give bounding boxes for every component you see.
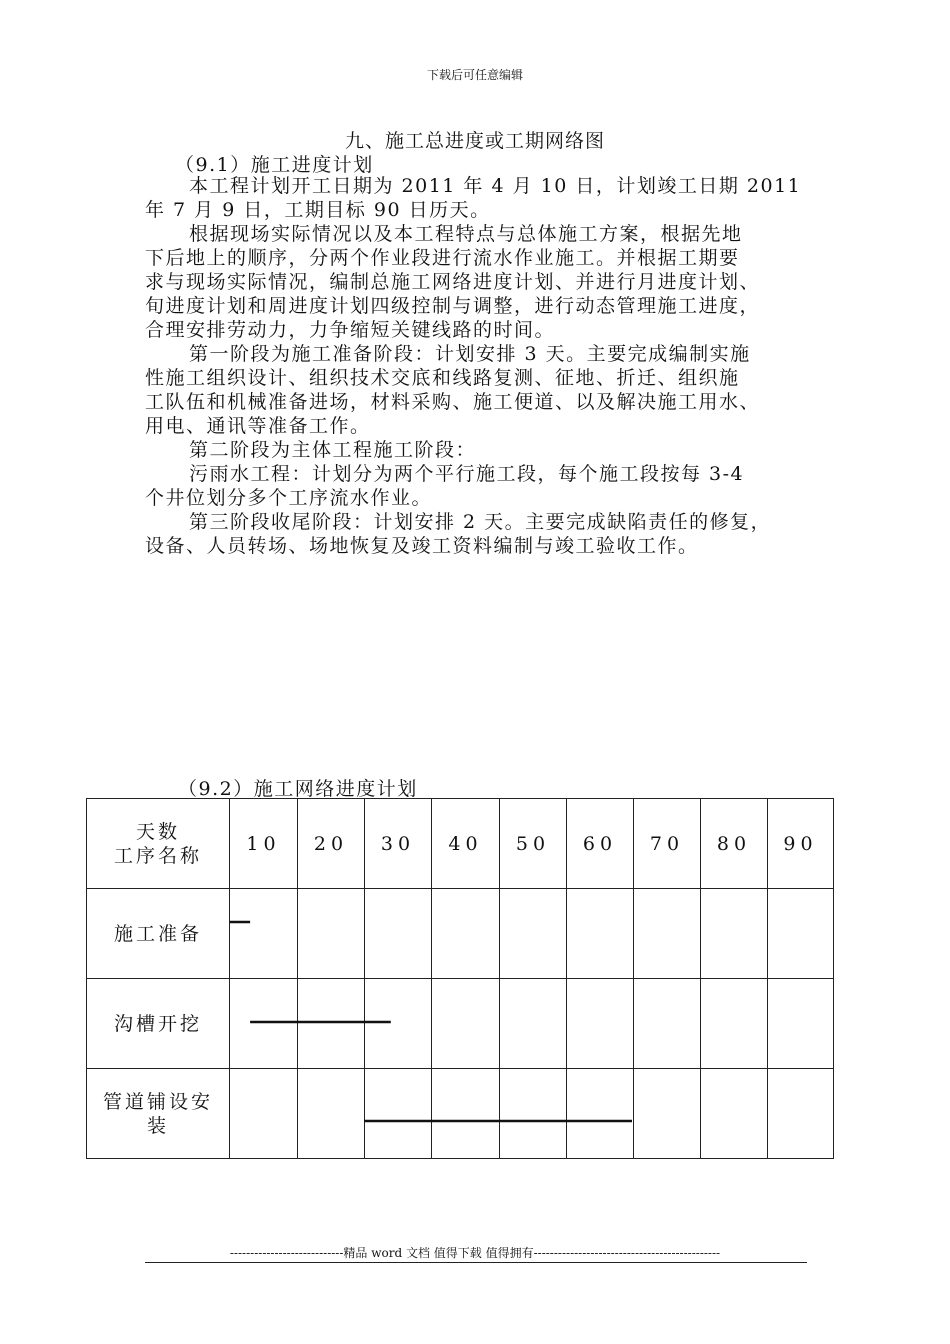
paragraph-line: 合理安排劳动力，力争缩短关键线路的时间。 bbox=[145, 319, 556, 341]
schedule-table bbox=[86, 798, 834, 1159]
paragraph-line: 旬进度计划和周进度计划四级控制与调整，进行动态管理施工进度， bbox=[145, 295, 761, 317]
paragraph-line: 性施工组织设计、组织技术交底和线路复测、征地、折迁、组织施 bbox=[145, 367, 740, 389]
paragraph-line: 年 7 月 9 日，工期目标 90 日历天。 bbox=[145, 199, 491, 221]
day-header: 80 bbox=[701, 799, 768, 889]
section-title: 九、施工总进度或工期网络图 bbox=[344, 130, 605, 152]
subsection-9-2: （9.2）施工网络进度计划 bbox=[178, 778, 418, 800]
table-row bbox=[87, 979, 834, 1069]
corner-header-cell bbox=[87, 799, 230, 889]
task-cell bbox=[87, 1069, 230, 1159]
paragraph-line: 本工程计划开工日期为 2011 年 4 月 10 日，计划竣工日期 2011 bbox=[189, 175, 802, 197]
task-name-label: 工序名称 bbox=[113, 844, 202, 867]
day-header: 10 bbox=[230, 799, 298, 889]
day-header: 40 bbox=[432, 799, 500, 889]
paragraph-line: 第一阶段为施工准备阶段：计划安排 3 天。主要完成编制实施 bbox=[189, 343, 751, 365]
paragraph-line: 根据现场实际情况以及本工程特点与总体施工方案，根据先地 bbox=[189, 223, 743, 245]
subsection-9-1: （9.1）施工进度计划 bbox=[175, 154, 374, 176]
paragraph-line: 用电、通讯等准备工作。 bbox=[145, 415, 371, 437]
table-row bbox=[87, 1069, 834, 1159]
day-header: 20 bbox=[298, 799, 365, 889]
paragraph-line: 第二阶段为主体工程施工阶段： bbox=[189, 439, 477, 461]
paragraph-line: 污雨水工程：计划分为两个平行施工段，每个施工段按每 3-4 bbox=[189, 463, 745, 485]
table-header-row bbox=[87, 799, 834, 889]
day-header: 70 bbox=[634, 799, 701, 889]
page-header: 下载后可任意编辑 bbox=[426, 68, 523, 82]
day-header: 90 bbox=[768, 799, 834, 889]
footer-rule bbox=[145, 1262, 807, 1263]
paragraph-line: 求与现场实际情况，编制总施工网络进度计划、并进行月进度计划、 bbox=[145, 271, 761, 293]
paragraph-line: 第三阶段收尾阶段：计划安排 2 天。主要完成缺陷责任的修复， bbox=[189, 511, 772, 533]
day-header: 50 bbox=[500, 799, 567, 889]
days-label: 天数 bbox=[135, 820, 180, 843]
paragraph-line: 个井位划分多个工序流水作业。 bbox=[145, 487, 433, 509]
page-footer: ----------------------------精品 word 文档 值得下载 值得拥有---------------------------------------------- bbox=[229, 1246, 721, 1260]
paragraph-line: 工队伍和机械准备进场，材料采购、施工便道、以及解决施工用水、 bbox=[145, 391, 761, 413]
paragraph-line: 下后地上的顺序，分两个作业段进行流水作业施工。并根据工期要 bbox=[145, 247, 740, 269]
day-header: 30 bbox=[365, 799, 432, 889]
task-cell: 沟槽开挖 bbox=[87, 979, 230, 1069]
task-cell: 施工准备 bbox=[87, 889, 230, 979]
day-header: 60 bbox=[567, 799, 634, 889]
task-line: 管道铺设安 bbox=[102, 1090, 213, 1113]
paragraph-line: 设备、人员转场、场地恢复及竣工资料编制与竣工验收工作。 bbox=[145, 535, 699, 557]
body-text bbox=[145, 174, 825, 558]
table-row bbox=[87, 889, 834, 979]
task-line: 装 bbox=[146, 1114, 169, 1137]
